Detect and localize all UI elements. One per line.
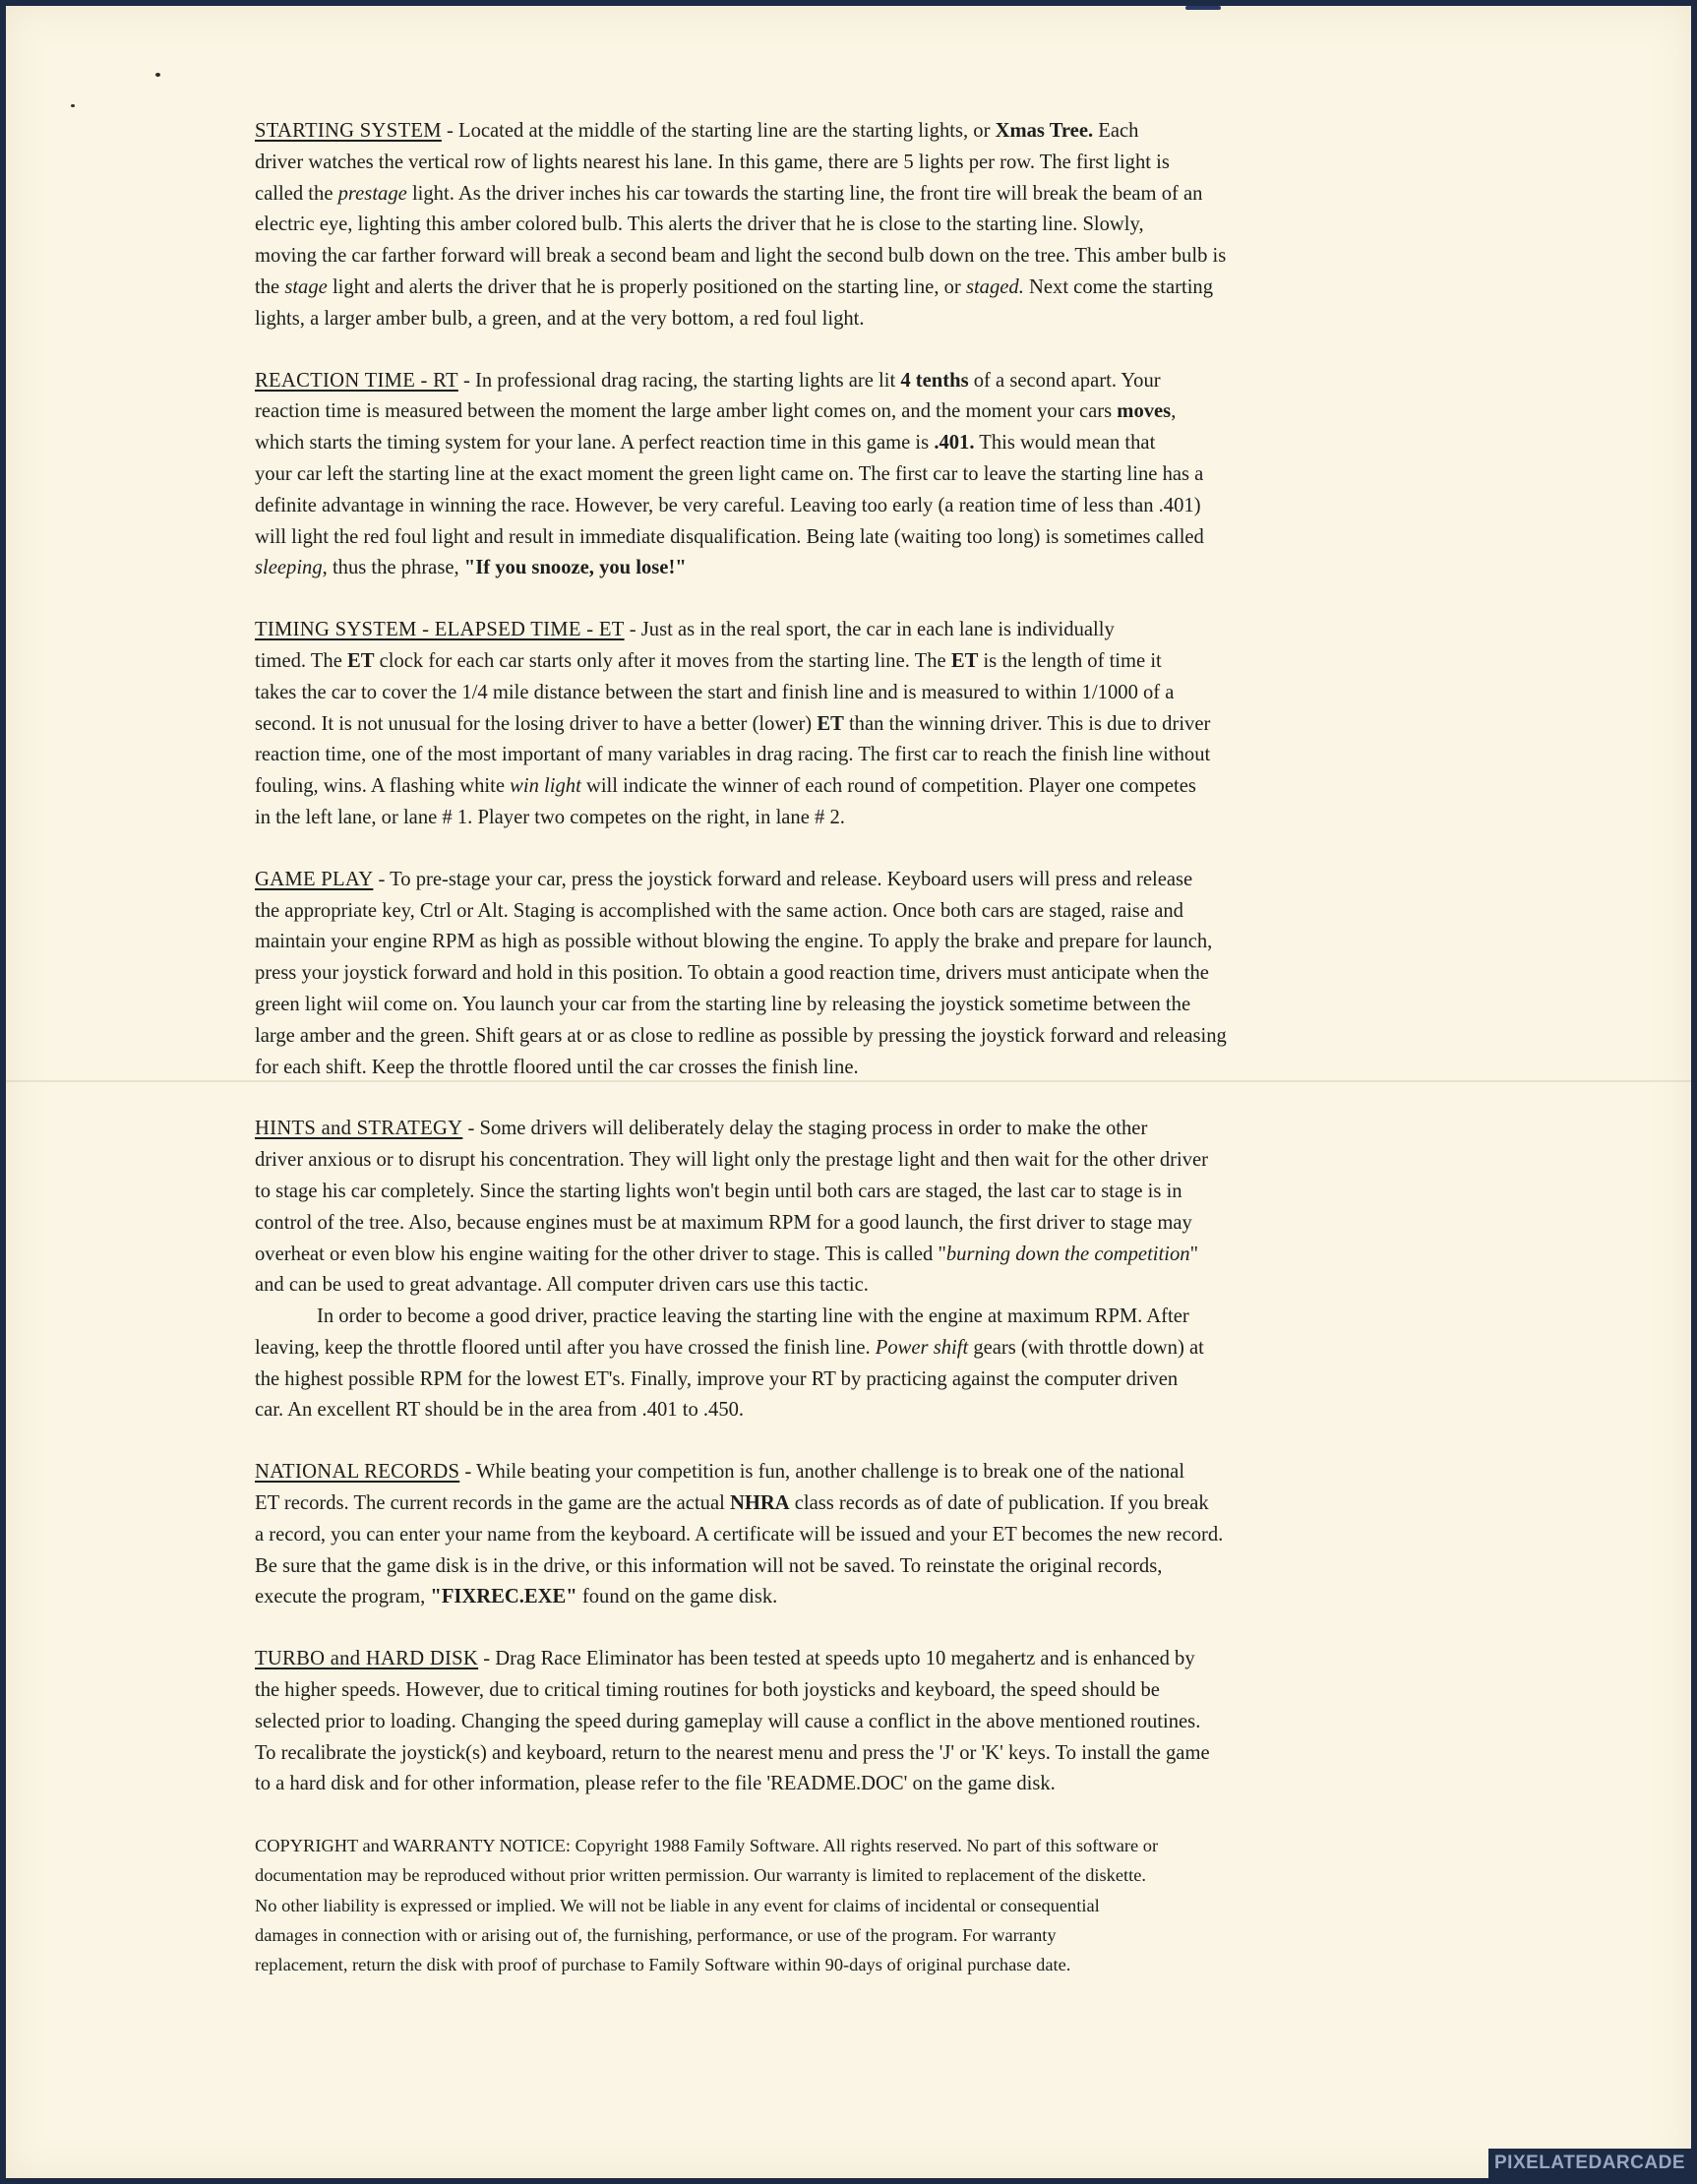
text-run: the	[255, 275, 285, 298]
italic-run: Power shift	[875, 1336, 969, 1359]
text-run: gears (with throttle down) at	[968, 1336, 1204, 1359]
text-run: moving the car farther forward will break a second beam and light the second bulb down on the tree. This amber bulb is	[255, 245, 1227, 268]
notice-line: damages in connection with or arising out of, the furnishing, performance, or use of the program. For warranty	[255, 1924, 1057, 1945]
text-run: driver watches the vertical row of lights nearest his lane. In this game, there are 5 lights per row. The first light is	[255, 151, 1170, 173]
text-run: than the winning driver. This is due to driver	[843, 712, 1211, 735]
text-run: Each	[1093, 120, 1139, 142]
text-run: car. An excellent RT should be in the area from .401 to .450.	[255, 1399, 745, 1422]
bold-run: .401.	[934, 432, 975, 455]
text-run: - Just as in the real sport, the car in each lane is individually	[629, 619, 1115, 641]
text-run: To recalibrate the joystick(s) and keyboard, return to the nearest menu and press the 'J' or 'K' keys. To install the game	[255, 1741, 1210, 1764]
section-game-play	[255, 865, 1475, 1084]
text-run: , thus the phrase,	[322, 557, 464, 579]
section-heading: HINTS and STRATEGY	[255, 1118, 463, 1140]
text-run: will light the red foul light and result in immediate disqualification. Being late (waiting too long) is sometimes called	[255, 525, 1204, 548]
bold-run: ET	[817, 712, 844, 735]
text-run: ET records. The current records in the game are the actual	[255, 1492, 730, 1515]
watermark-logo: PIXELATEDARCADE	[1488, 2149, 1691, 2178]
binding-mark	[1185, 6, 1221, 10]
bold-run: ET	[950, 649, 979, 672]
text-run: selected prior to loading. Changing the speed during gameplay will cause a conflict in the above mentioned routines.	[255, 1710, 1201, 1732]
text-run: large amber and the green. Shift gears at or as close to redline as possible by pressing the joystick forward and releasing	[255, 1024, 1227, 1047]
text-run: - To pre-stage your car, press the joystick forward and release. Keyboard users will press and release	[378, 868, 1193, 890]
text-run: will indicate the winner of each round of competition. Player one competes	[580, 775, 1196, 798]
text-run: This would mean that	[974, 432, 1156, 455]
section-turbo-and-hard-disk	[255, 1644, 1475, 1800]
text-run: press your joystick forward and hold in this position. To obtain a good reaction time, drivers must anticipate when the	[255, 962, 1209, 985]
text-run: driver anxious or to disrupt his concentration. They will light only the prestage light and then wait for the other driver	[255, 1149, 1209, 1172]
section-heading: REACTION TIME - RT	[255, 369, 458, 392]
text-run: light. As the driver inches his car towards the starting line, the front tire will break the beam of an	[406, 182, 1203, 205]
italic-run: stage	[284, 275, 328, 298]
copyright-notice	[255, 1831, 1475, 1979]
text-run: overheat or even blow his engine waiting for the other driver to stage. This is called "	[255, 1243, 946, 1265]
bold-run: ET	[347, 649, 375, 672]
bold-run: Xmas Tree.	[995, 120, 1094, 142]
text-run: in the left lane, or lane # 1. Player two competes on the right, in lane # 2.	[255, 806, 845, 828]
italic-run: burning down the competition	[945, 1243, 1190, 1265]
italic-run: staged.	[965, 275, 1024, 298]
text-run: is the length of time it	[978, 649, 1162, 672]
section-paragraph	[255, 1302, 1475, 1426]
text-run: for each shift. Keep the throttle floored until the car crosses the finish line.	[255, 1056, 859, 1078]
paper-speck	[71, 104, 75, 107]
notice-line: COPYRIGHT and WARRANTY NOTICE: Copyright 1988 Family Software. All rights reserved. No part of this software or	[255, 1836, 1159, 1856]
section-paragraph	[255, 366, 1475, 585]
section-heading: NATIONAL RECORDS	[255, 1461, 460, 1484]
section-heading: GAME PLAY	[255, 868, 374, 890]
text-run: - Some drivers will deliberately delay the staging process in order to make the other	[467, 1118, 1148, 1140]
section-heading: STARTING SYSTEM	[255, 120, 442, 142]
text-run: definite advantage in winning the race. However, be very careful. Leaving too early (a reation time of less than .401)	[255, 494, 1201, 516]
text-run: lights, a larger amber bulb, a green, and at the very bottom, a red foul light.	[255, 307, 865, 330]
text-run: green light wiil come on. You launch your car from the starting line by releasing the joystick sometime between the	[255, 993, 1191, 1015]
text-run: found on the game disk.	[576, 1586, 778, 1608]
text-run: - Drag Race Eliminator has been tested at speeds upto 10 megahertz and is enhanced by	[483, 1648, 1195, 1670]
bold-run: NHRA	[729, 1492, 790, 1515]
text-run: Be sure that the game disk is in the drive, or this information will not be saved. To reinstate the original records,	[255, 1554, 1163, 1577]
text-run: second. It is not unusual for the losing driver to have a better (lower)	[255, 712, 818, 735]
bold-run: 4 tenths	[900, 369, 969, 392]
text-run: class records as of date of publication. If you break	[789, 1492, 1209, 1515]
text-run: a record, you can enter your name from the keyboard. A certificate will be issued and your ET becomes the new record.	[255, 1523, 1224, 1546]
text-run: timed. The	[255, 649, 347, 672]
text-run: maintain your engine RPM as high as possible without blowing the engine. To apply the brake and prepare for launch,	[255, 931, 1213, 953]
text-run: fouling, wins. A flashing white	[255, 775, 511, 798]
notice-line: replacement, return the disk with proof of purchase to Family Software within 90-days of original purchase date.	[255, 1955, 1071, 1975]
text-run: control of the tree. Also, because engines must be at maximum RPM for a good launch, the first driver to stage may	[255, 1211, 1192, 1234]
text-run: which starts the timing system for your lane. A perfect reaction time in this game is	[255, 432, 935, 455]
text-run: leaving, keep the throttle floored until after you have crossed the finish line.	[255, 1336, 876, 1359]
section-paragraph	[255, 615, 1475, 834]
document-page	[6, 6, 1691, 2178]
text-run: your car left the starting line at the exact moment the green light came on. The first car to leave the starting line has a	[255, 462, 1204, 485]
section-paragraph	[255, 1457, 1475, 1613]
section-paragraph	[255, 1114, 1475, 1302]
text-run: reaction time, one of the most important of many variables in drag racing. The first car to reach the finish line without	[255, 744, 1211, 766]
section-timing-system-elapsed-time-et	[255, 615, 1475, 834]
text-run: - Located at the middle of the starting line are the starting lights, or	[447, 120, 996, 142]
section-reaction-time-rt	[255, 366, 1475, 585]
section-paragraph	[255, 1644, 1475, 1800]
text-run: - While beating your competition is fun, another challenge is to break one of the national	[464, 1461, 1185, 1484]
section-national-records	[255, 1457, 1475, 1613]
notice-line: No other liability is expressed or implied. We will not be liable in any event for claims of incidental or consequential	[255, 1895, 1100, 1915]
section-starting-system	[255, 116, 1475, 335]
italic-run: win light	[510, 775, 581, 798]
text-run: and can be used to great advantage. All computer driven cars use this tactic.	[255, 1274, 869, 1297]
text-run: - In professional drag racing, the starting lights are lit	[463, 369, 901, 392]
notice-line: documentation may be reproduced without prior written permission. Our warranty is limited to replacement of the diskette.	[255, 1865, 1146, 1886]
notice-paragraph	[255, 1831, 1475, 1979]
text-run: ,	[1171, 400, 1177, 423]
text-run: Next come the starting	[1023, 275, 1214, 298]
text-run: to a hard disk and for other information, please refer to the file 'README.DOC' on the game disk.	[255, 1773, 1056, 1795]
text-run: the higher speeds. However, due to critical timing routines for both joysticks and keyboard, the speed should be	[255, 1679, 1160, 1702]
text-run: "	[1189, 1243, 1198, 1265]
italic-run: sleeping	[255, 557, 323, 579]
text-run: In order to become a good driver, practice leaving the starting line with the engine at maximum RPM. After	[317, 1305, 1189, 1328]
paper-speck	[155, 73, 160, 77]
text-run: called the	[255, 182, 338, 205]
section-paragraph	[255, 116, 1475, 335]
section-heading: TURBO and HARD DISK	[255, 1648, 479, 1670]
text-run: reaction time is measured between the moment the large amber light comes on, and the moment your cars	[255, 400, 1118, 423]
document-body	[255, 116, 1475, 1979]
text-run: electric eye, lighting this amber colored bulb. This alerts the driver that he is close to the starting line. Slowly,	[255, 213, 1144, 236]
section-hints-and-strategy	[255, 1114, 1475, 1426]
text-run: clock for each car starts only after it moves from the starting line. The	[374, 649, 951, 672]
text-run: execute the program,	[255, 1586, 431, 1608]
text-run: the appropriate key, Ctrl or Alt. Staging is accomplished with the same action. Once both cars are staged, raise and	[255, 899, 1183, 922]
bold-run: "FIXREC.EXE"	[430, 1586, 577, 1608]
section-heading: TIMING SYSTEM - ELAPSED TIME - ET	[255, 619, 625, 641]
text-run: of a second apart. Your	[968, 369, 1161, 392]
text-run: to stage his car completely. Since the starting lights won't begin until both cars are staged, the last car to stage is in	[255, 1180, 1182, 1202]
text-run: the highest possible RPM for the lowest ET's. Finally, improve your RT by practicing against the computer driven	[255, 1367, 1179, 1390]
text-run: takes the car to cover the 1/4 mile distance between the start and finish line and is measured to within 1/1000 of a	[255, 681, 1175, 703]
bold-run: "If you snooze, you lose!"	[463, 557, 687, 579]
section-paragraph	[255, 865, 1475, 1084]
text-run: light and alerts the driver that he is properly positioned on the starting line, or	[327, 275, 966, 298]
italic-run: prestage	[337, 182, 407, 205]
bold-run: moves	[1117, 400, 1172, 423]
